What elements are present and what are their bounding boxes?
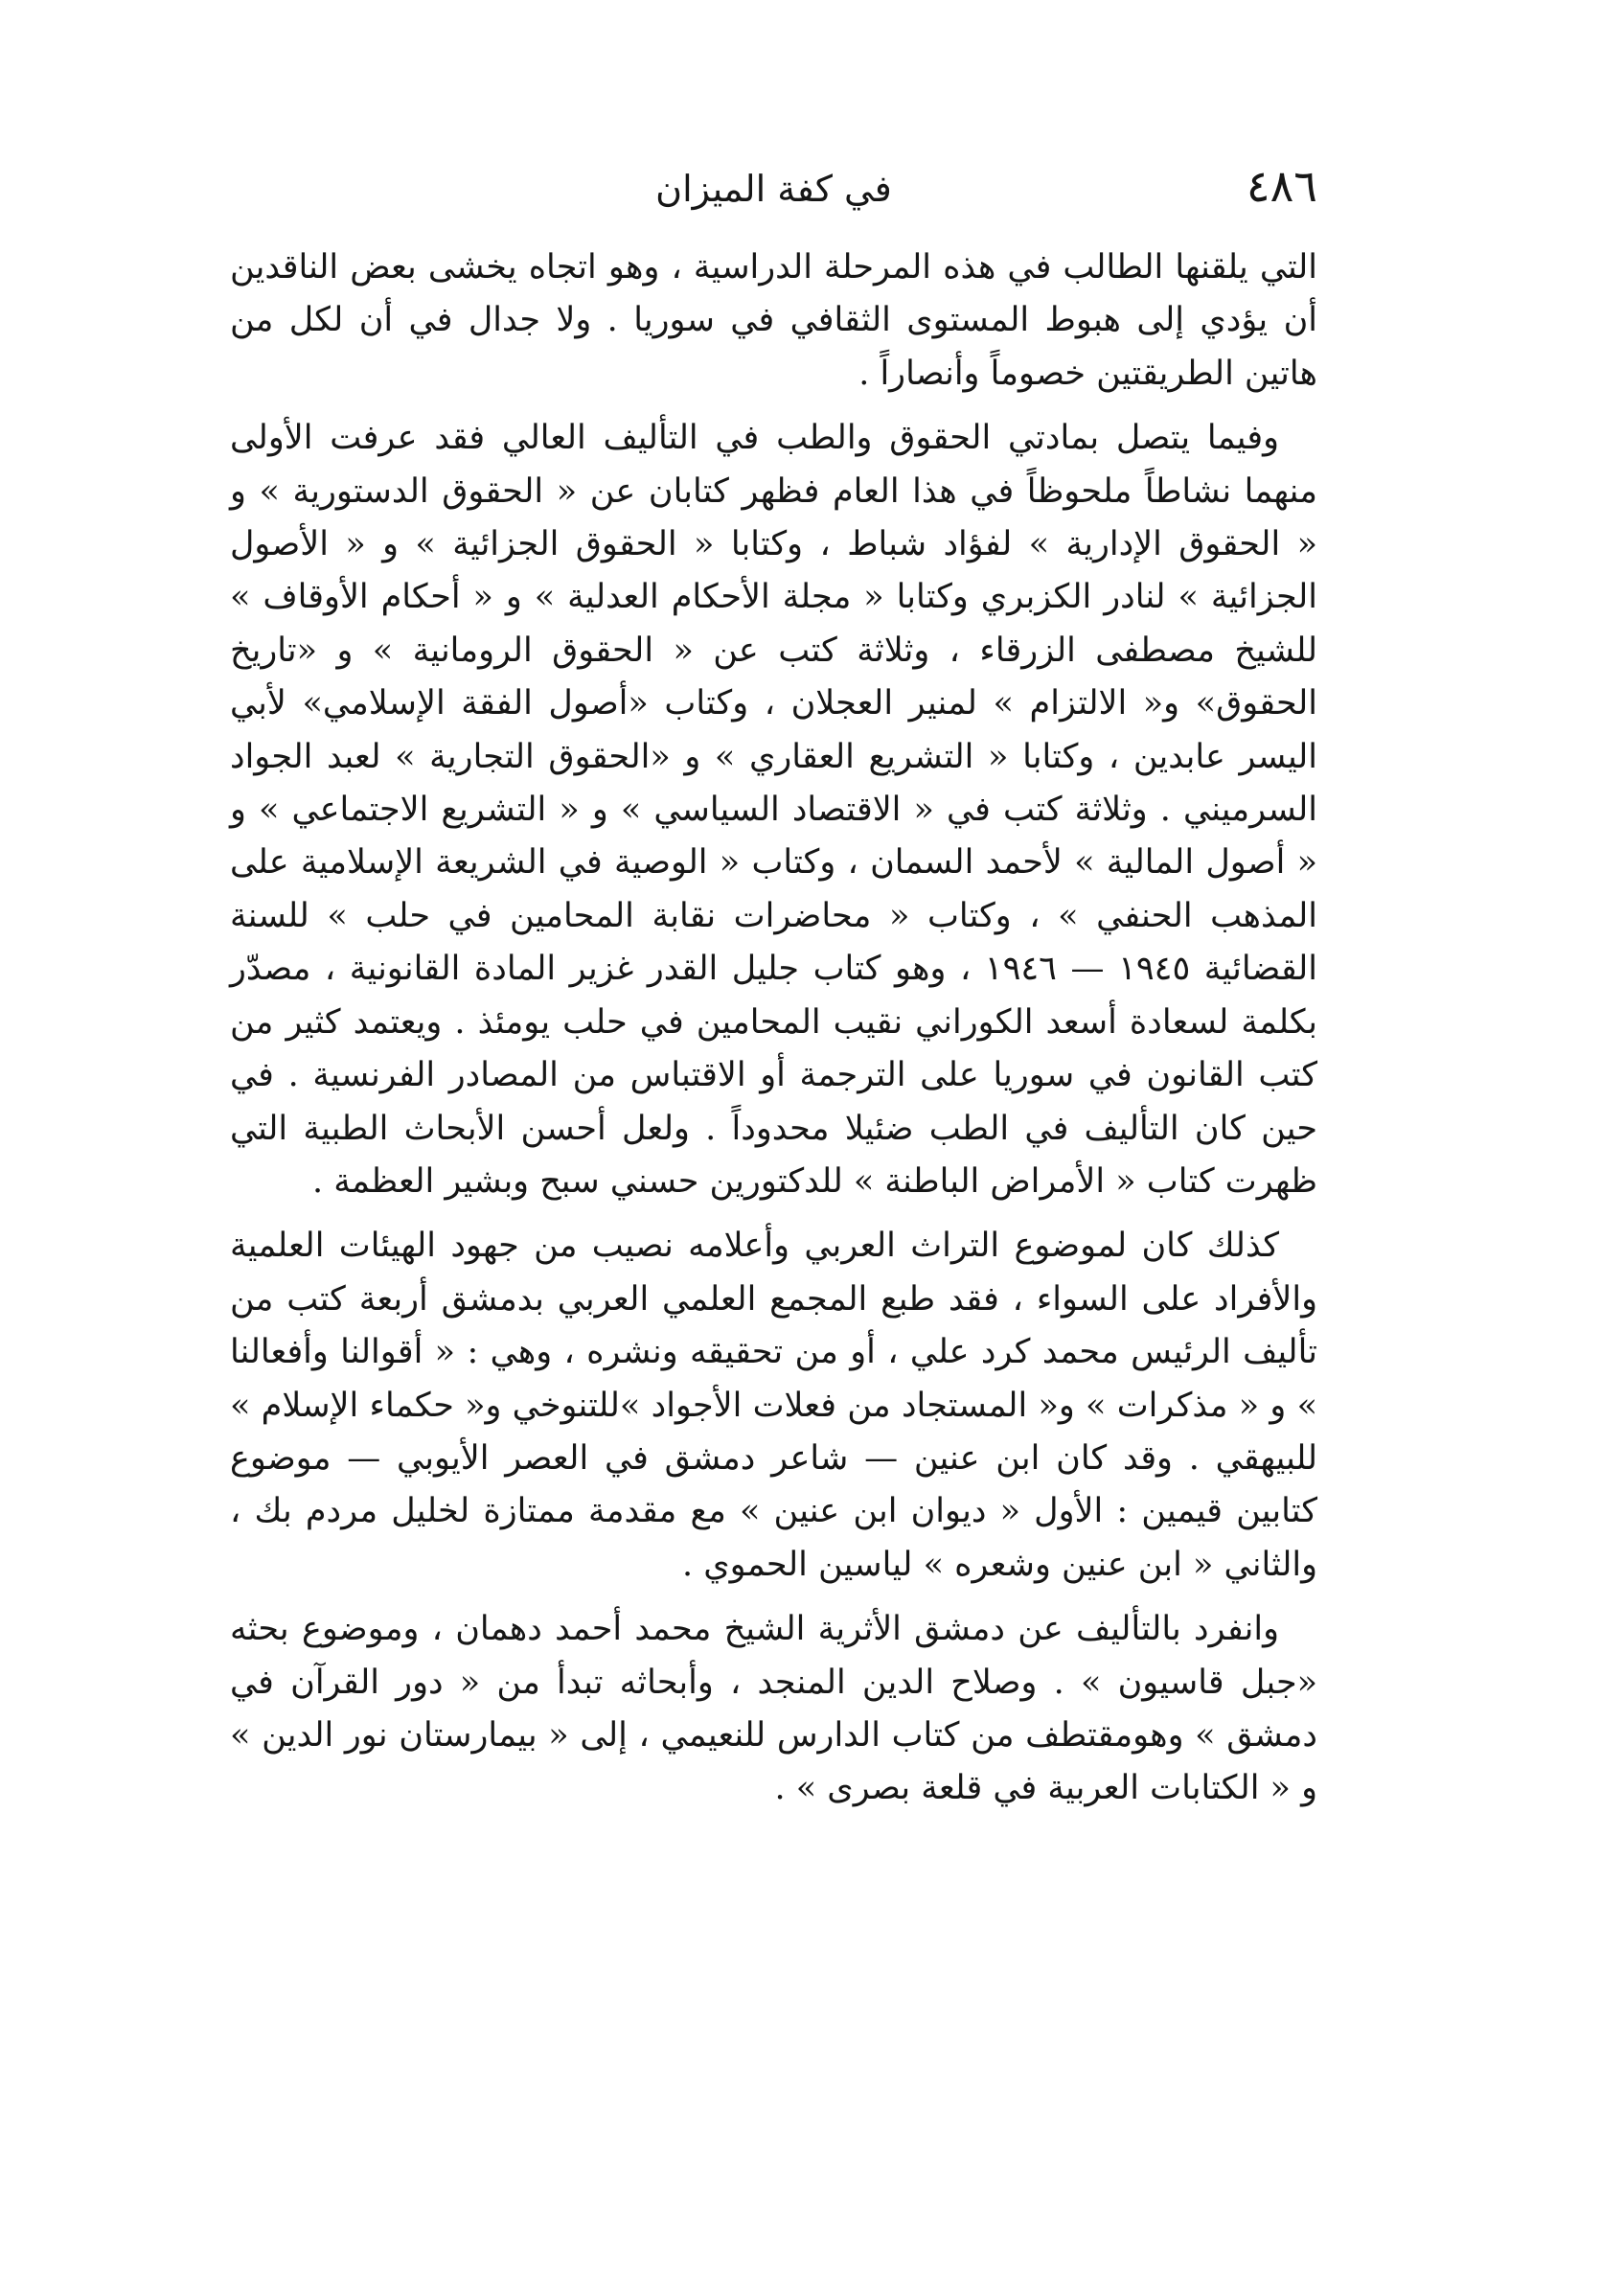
paragraph-3: كذلك كان لموضوع التراث العربي وأعلامه نصيب من جهود الهيئات العلمية والأفراد على السواء ، فقد طبع المجمع العلمي العربي بدمشق أربعة كتب من تأليف الرئيس محمد كرد علي ، أو من تحقيقه ونشره ، وهي : « أقوالنا وأفعالنا » و « مذكرات » و« المستجاد من فعلات الأجواد »للتنوخي و« حكماء الإسلام » للبيهقي . وقد كان ابن عنين — شاعر دمشق في العصر الأيوبي — موضوع كتابين قيمين : الأول « ديوان ابن عنين » مع مقدمة ممتازة لخليل مردم بك ، والثاني « ابن عنين وشعره » لياسين الحموي . [230, 1227, 1317, 1584]
body-text [230, 241, 1317, 1827]
paragraph-4: وانفرد بالتأليف عن دمشق الأثرية الشيخ محمد أحمد دهمان ، وموضوع بحثه «جبل قاسيون » . وصلاح الدين المنجد ، وأبحاثه تبدأ من « دور القرآن في دمشق » وهومقتطف من كتاب الدارس للنعيمي ، إلى « بيمارستان نور الدين » و « الكتابات العربية في قلعة بصرى » . [230, 1610, 1317, 1808]
paragraph-1: التي يلقنها الطالب في هذه المرحلة الدراسية ، وهو اتجاه يخشى بعض الناقدين أن يؤدي إلى هبوط المستوى الثقافي في سوريا . ولا جدال في أن لكل من هاتين الطريقتين خصوماً وأنصاراً . [230, 248, 1317, 393]
running-title: في كفة الميزان [655, 168, 892, 210]
page-number: ٤٨٦ [1246, 160, 1317, 212]
page-header [230, 151, 1317, 218]
paragraph-2: وفيما يتصل بمادتي الحقوق والطب في التأليف العالي فقد عرفت الأولى منهما نشاطاً ملحوظاً في هذا العام فظهر كتابان عن « الحقوق الدستورية » و « الحقوق الإدارية » لفؤاد شباط ، وكتابا « الحقوق الجزائية » و « الأصول الجزائية » لنادر الكزبري وكتابا « مجلة الأحكام العدلية » و « أحكام الأوقاف » للشيخ مصطفى الزرقاء ، وثلاثة كتب عن « الحقوق الرومانية » و «تاريخ الحقوق» و« الالتزام » لمنير العجلان ، وكتاب «أصول الفقة الإسلامي» لأبي اليسر عابدين ، وكتابا « التشريع العقاري » و «الحقوق التجارية » لعبد الجواد السرميني . وثلاثة كتب في « الاقتصاد السياسي » و « التشريع الاجتماعي » و « أصول المالية » لأحمد السمان ، وكتاب « الوصية في الشريعة الإسلامية على المذهب الحنفي » ، وكتاب « محاضرات نقابة المحامين في حلب » للسنة القضائية ١٩٤٥ — ١٩٤٦ ، وهو كتاب جليل القدر غزير المادة القانونية ، مصدّر بكلمة لسعادة أسعد الكوراني نقيب المحامين في حلب يومئذ . ويعتمد كثير من كتب القانون في سوريا على الترجمة أو الاقتباس من المصادر الفرنسية . في حين كان التأليف في الطب ضئيلا محدوداً . ولعل أحسن الأبحاث الطبية التي ظهرت كتاب « الأمراض الباطنة » للدكتورين حسني سبح وبشير العظمة . [230, 419, 1317, 1201]
